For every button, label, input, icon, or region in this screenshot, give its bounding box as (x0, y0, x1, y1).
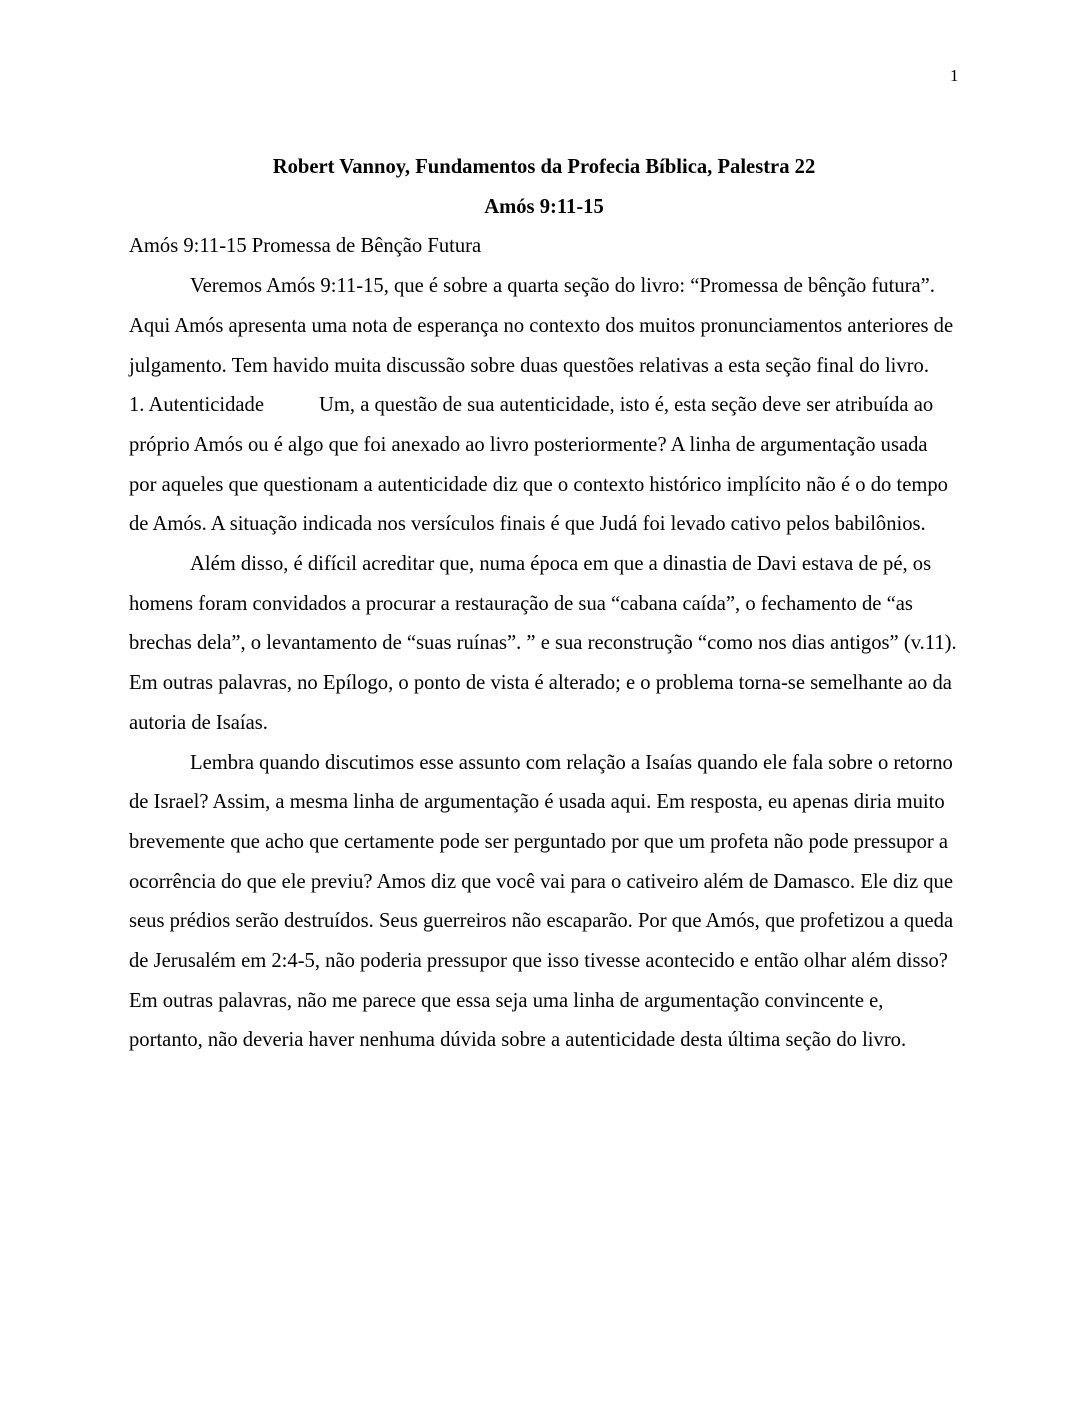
document-title: Robert Vannoy, Fundamentos da Profecia Bíblica, Palestra 22 (272, 156, 816, 178)
numbered-heading: 1. Autenticidade (129, 394, 264, 417)
document-body (129, 148, 959, 1061)
paragraph-1-text: Um, a questão de sua autenticidade, isto é, esta seção deve ser atribuída ao próprio Amós ou é algo que foi anexado ao livro posteriormente? A linha de argumentação usada por aqueles que questionam a autenticidade diz que o contexto histórico implícito não é o do tempo de Amós. A situação indicada nos versículos finais é que Judá foi levado cativo pelos babilônios. (129, 394, 948, 536)
paragraph-3: Lembra quando discutimos esse assunto com relação a Isaías quando ele fala sobre o retorno de Israel? Assim, a mesma linha de argumentação é usada aqui. Em resposta, eu apenas diria muito brevemente que acho que certamente pode ser perguntado por que um profeta não pode pressupor a ocorrência do que ele previu? Amos diz que você vai para o cativeiro além de Damasco. Ele diz que seus prédios serão destruídos. Seus guerreiros não escaparão. Por que Amós, que profetizou a queda de Jerusalém em 2:4-5, não poderia pressupor que isso tivesse acontecido e então olhar além disso? Em outras palavras, não me parece que essa seja uma linha de argumentação convincente e, portanto, não deveria haver nenhuma dúvida sobre a autenticidade desta última seção do livro. (129, 751, 954, 1052)
paragraph-authenticity (129, 386, 959, 545)
paragraph-intro: Veremos Amós 9:11-15, que é sobre a quarta seção do livro: “Promessa de bênção futura”. Aqui Amós apresenta uma nota de esperança no contexto dos muitos pronunciamentos anteriores de julgamento. Tem havido muita discussão sobre duas questões relativas a esta seção final do livro. (129, 275, 954, 377)
section-heading: Amós 9:11-15 Promessa de Bênção Futura (129, 235, 482, 258)
document-subtitle: Amós 9:11-15 (484, 195, 604, 218)
paragraph-2: Além disso, é difícil acreditar que, numa época em que a dinastia de Davi estava de pé, os homens foram convidados a procurar a restauração de sua “cabana caída”, o fechamento de “as brechas dela”, o levantamento de “suas ruínas”. ” e sua reconstrução “como nos dias antigos” (v.11). Em outras palavras, no Epílogo, o ponto de vista é alterado; e o problema torna-se semelhante ao da autoria de Isaías. (129, 553, 957, 734)
page-number: 1 (950, 66, 959, 85)
